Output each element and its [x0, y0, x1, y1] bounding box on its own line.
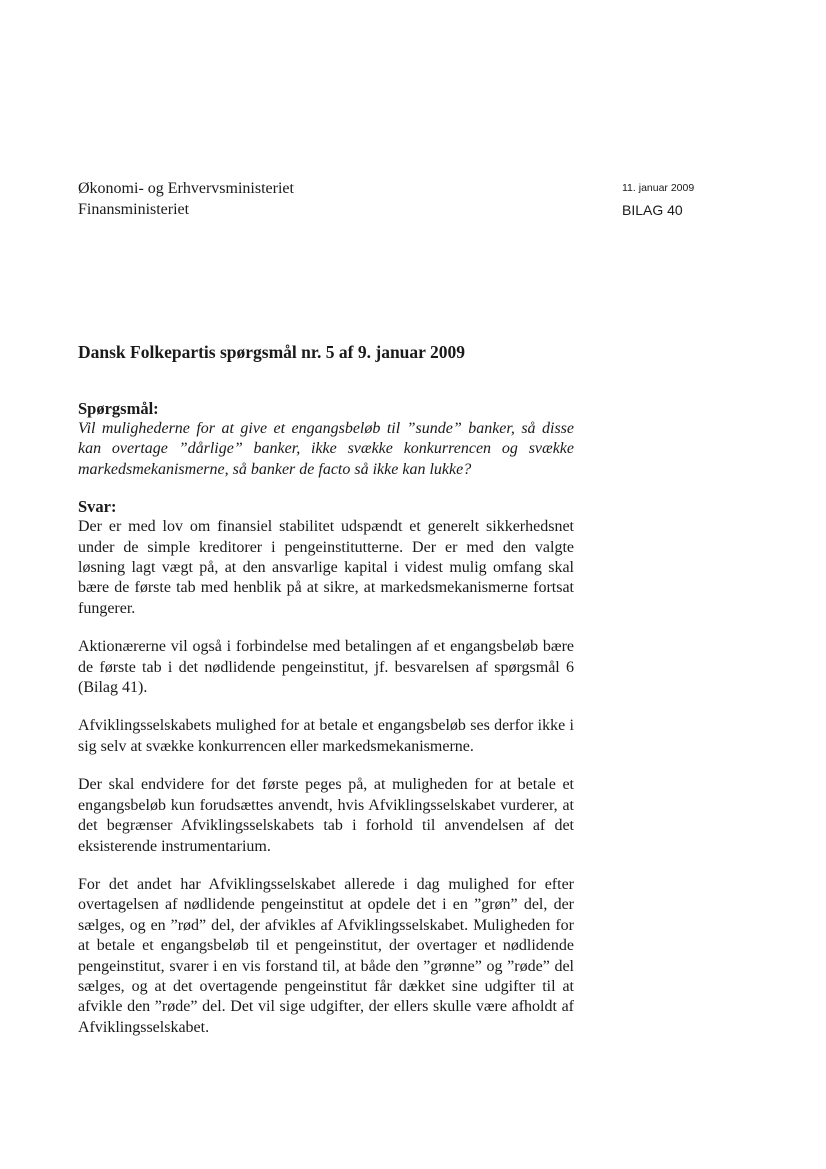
sender-ministry-2: Finansministeriet [78, 201, 190, 218]
answer-paragraph: For det andet har Afviklingsselskabet allerede i dag mulighed for efter overtagelsen af nødlidende pengeinstitut at opdele det i en ”grøn” del, der sælges, og en ”rød” del, der afvikles af Afviklingsselskabet. Muligheden for at betale et engangsbeløb til et pengeinstitut, der overtager et nødlidende pengeinstitut, svarer i en vis forstand til, at både den ”grønne” og ”røde” del sælges, og at det overtagende pengeinstitut får dækket sine udgifter til at afvikle den ”røde” del. Det vil sige udgifter, der ellers skulle være afholdt af Afviklingsselskabet. [78, 875, 574, 1036]
answer-paragraph: Aktionærerne vil også i forbindelse med betalingen af et engangsbeløb bære de første tab i det nødlidende pengeinstitut, jf. besvarelsen af spørgsmål 6 (Bilag 41). [78, 638, 574, 697]
answer-heading: Svar: [78, 497, 117, 517]
question-section [78, 398, 574, 480]
document-title: Dansk Folkepartis spørgsmål nr. 5 af 9. januar 2009 [78, 342, 465, 362]
document-date: 11. januar 2009 [622, 182, 695, 194]
question-text: Vil mulighederne for at give et engangsbeløb til ”sunde” banker, så disse kan overtage ”dårlige” banker, ikke svække konkurrencen og svække markedsmekanismerne, så banker de facto så ikke kan lukke? [78, 420, 574, 478]
question-heading: Spørgsmål: [78, 399, 159, 418]
bilag-number: BILAG 40 [622, 202, 683, 218]
document-meta [622, 181, 694, 220]
answer-paragraph: Afviklingsselskabets mulighed for at betale et engangsbeløb ses derfor ikke i sig selv at svække konkurrencen eller markedsmekanismerne. [78, 717, 574, 755]
answer-section [78, 496, 574, 1038]
answer-paragraph: Der er med lov om finansiel stabilitet udspændt et generelt sikkerhedsnet under de simple kreditorer i pengeinstitutterne. Der er med den valgte løsning lagt vægt på, at den ansvarlige kapital i videst mulig omfang skal bære de første tab med henblik på at sikre, at markedsmekanismerne fortsat fungerer. [78, 518, 574, 617]
document-body [78, 398, 574, 1056]
answer-paragraph: Der skal endvidere for det første peges på, at muligheden for at betale et engangsbeløb kun forudsættes anvendt, hvis Afviklingsselskabet vurderer, at det begrænser Afviklingsselskabets tab i forhold til anvendelsen af det eksisterende instrumentarium. [78, 776, 574, 855]
sender-ministry-1: Økonomi- og Erhvervsministeriet [78, 180, 294, 197]
sender-block [78, 178, 294, 220]
